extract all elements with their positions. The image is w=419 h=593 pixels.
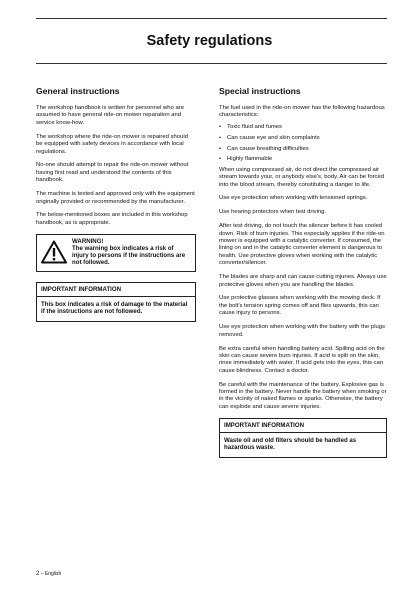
hazard-item: • Toxic fluid and fumes <box>219 124 387 131</box>
hazard-item: • Can cause breathing difficulties <box>219 146 387 153</box>
waste-info-text: Waste oil and old filters should be handled as hazardous waste. <box>224 436 357 451</box>
special-instructions-column <box>219 86 387 458</box>
general-paragraph: The workshop where the ride-on mower is repaired should be equipped with safety devices in accordance with local regulations. <box>36 133 188 155</box>
warning-box <box>36 234 196 272</box>
special-paragraph: After test driving, do not touch the silencer before it has cooled down. Risk of burn injuries. This especially applies if the ride-on mower is equipped with a catalytic converter. If consumed, the lining on and in the catalytic converter element is dangerous to health. Use protective gloves when working with the catalytic converter/silencer. <box>219 223 385 267</box>
general-paragraph: The workshop handbook is written for personnel who are assumed to have general ride-on mower reparation and service know-how. <box>36 105 185 126</box>
page-number: 2 <box>36 571 40 577</box>
waste-info-box <box>219 418 387 458</box>
hazard-item: • Can cause eye and skin complaints <box>219 135 387 142</box>
special-paragraph: Be careful with the maintenance of the battery. Explosive gas is formed in the battery. Never handle the battery when smoking or in the vicinity of naked flames or sparks. Otherwise, the battery can explode and cause severe injuries. <box>219 381 387 410</box>
special-paragraph: The blades are sharp and can cause cutting injuries. Always use protective gloves when you are handling the blades. <box>219 274 387 288</box>
top-rule <box>36 18 387 19</box>
general-paragraph: The below-mentioned boxes are included in this workshop handbook, as is appropriate. <box>36 212 188 226</box>
warning-triangle-icon <box>41 240 67 264</box>
hazard-item: • Highly flammable <box>219 156 387 163</box>
warning-text: The warning box indicates a risk of injury to persons if the instructions are not followed. <box>72 244 186 267</box>
footer-separator: – <box>39 571 45 577</box>
special-instructions-heading: Special instructions <box>219 86 301 96</box>
title-rule <box>36 63 387 64</box>
general-paragraph: The machine is tested and approved only with the equipment originally provided or recommended by the manufacturer. <box>36 191 195 205</box>
general-paragraph: No-one should attempt to repair the ride-on mower without having first read and understood the contents of this handbook. <box>36 162 189 184</box>
special-paragraph: Use hearing protectors when test driving. <box>219 209 327 216</box>
warning-heading: WARNING! <box>72 237 104 245</box>
warning-text-block <box>72 238 191 267</box>
hazard-list <box>219 124 387 163</box>
important-info-box <box>36 282 196 322</box>
general-instructions-column <box>36 86 196 322</box>
special-paragraph: When using compressed air, do not direct the compressed air stream towards your, or anybody else's, body. Air can be forced into the blood stream, thereby constituting a danger to life. <box>219 166 385 188</box>
important-info-heading: IMPORTANT INFORMATION <box>37 283 195 297</box>
general-instructions-heading: General instructions <box>36 86 120 96</box>
page-title: Safety regulations <box>146 33 273 49</box>
special-paragraph: Use eye protection when working with tensioned springs. <box>219 195 368 202</box>
waste-info-heading: IMPORTANT INFORMATION <box>220 419 386 433</box>
special-paragraph: Use protective glasses when working with the mowing deck. If the bolt's tension spring comes off and flies upwards, this can cause injury to persons. <box>219 295 381 317</box>
special-paragraph: Be extra careful when handling battery acid. Spilling acid on the skin can cause severe burn injuries. If acid is spilt on the skin, rinse immediately with water. If acid gets into the eyes, this can cause blindness. Contact a doctor. <box>219 345 385 374</box>
important-info-text: This box indicates a risk of damage to the material if the instructions are not followed. <box>41 300 188 315</box>
page-footer <box>36 571 61 577</box>
footer-language: English <box>44 571 62 577</box>
special-paragraph: Use eye protection when working with the battery with the plugs removed. <box>219 324 386 338</box>
fuel-intro: The fuel used in the ride-on mower has the following hazardous characteristics: <box>219 105 385 119</box>
